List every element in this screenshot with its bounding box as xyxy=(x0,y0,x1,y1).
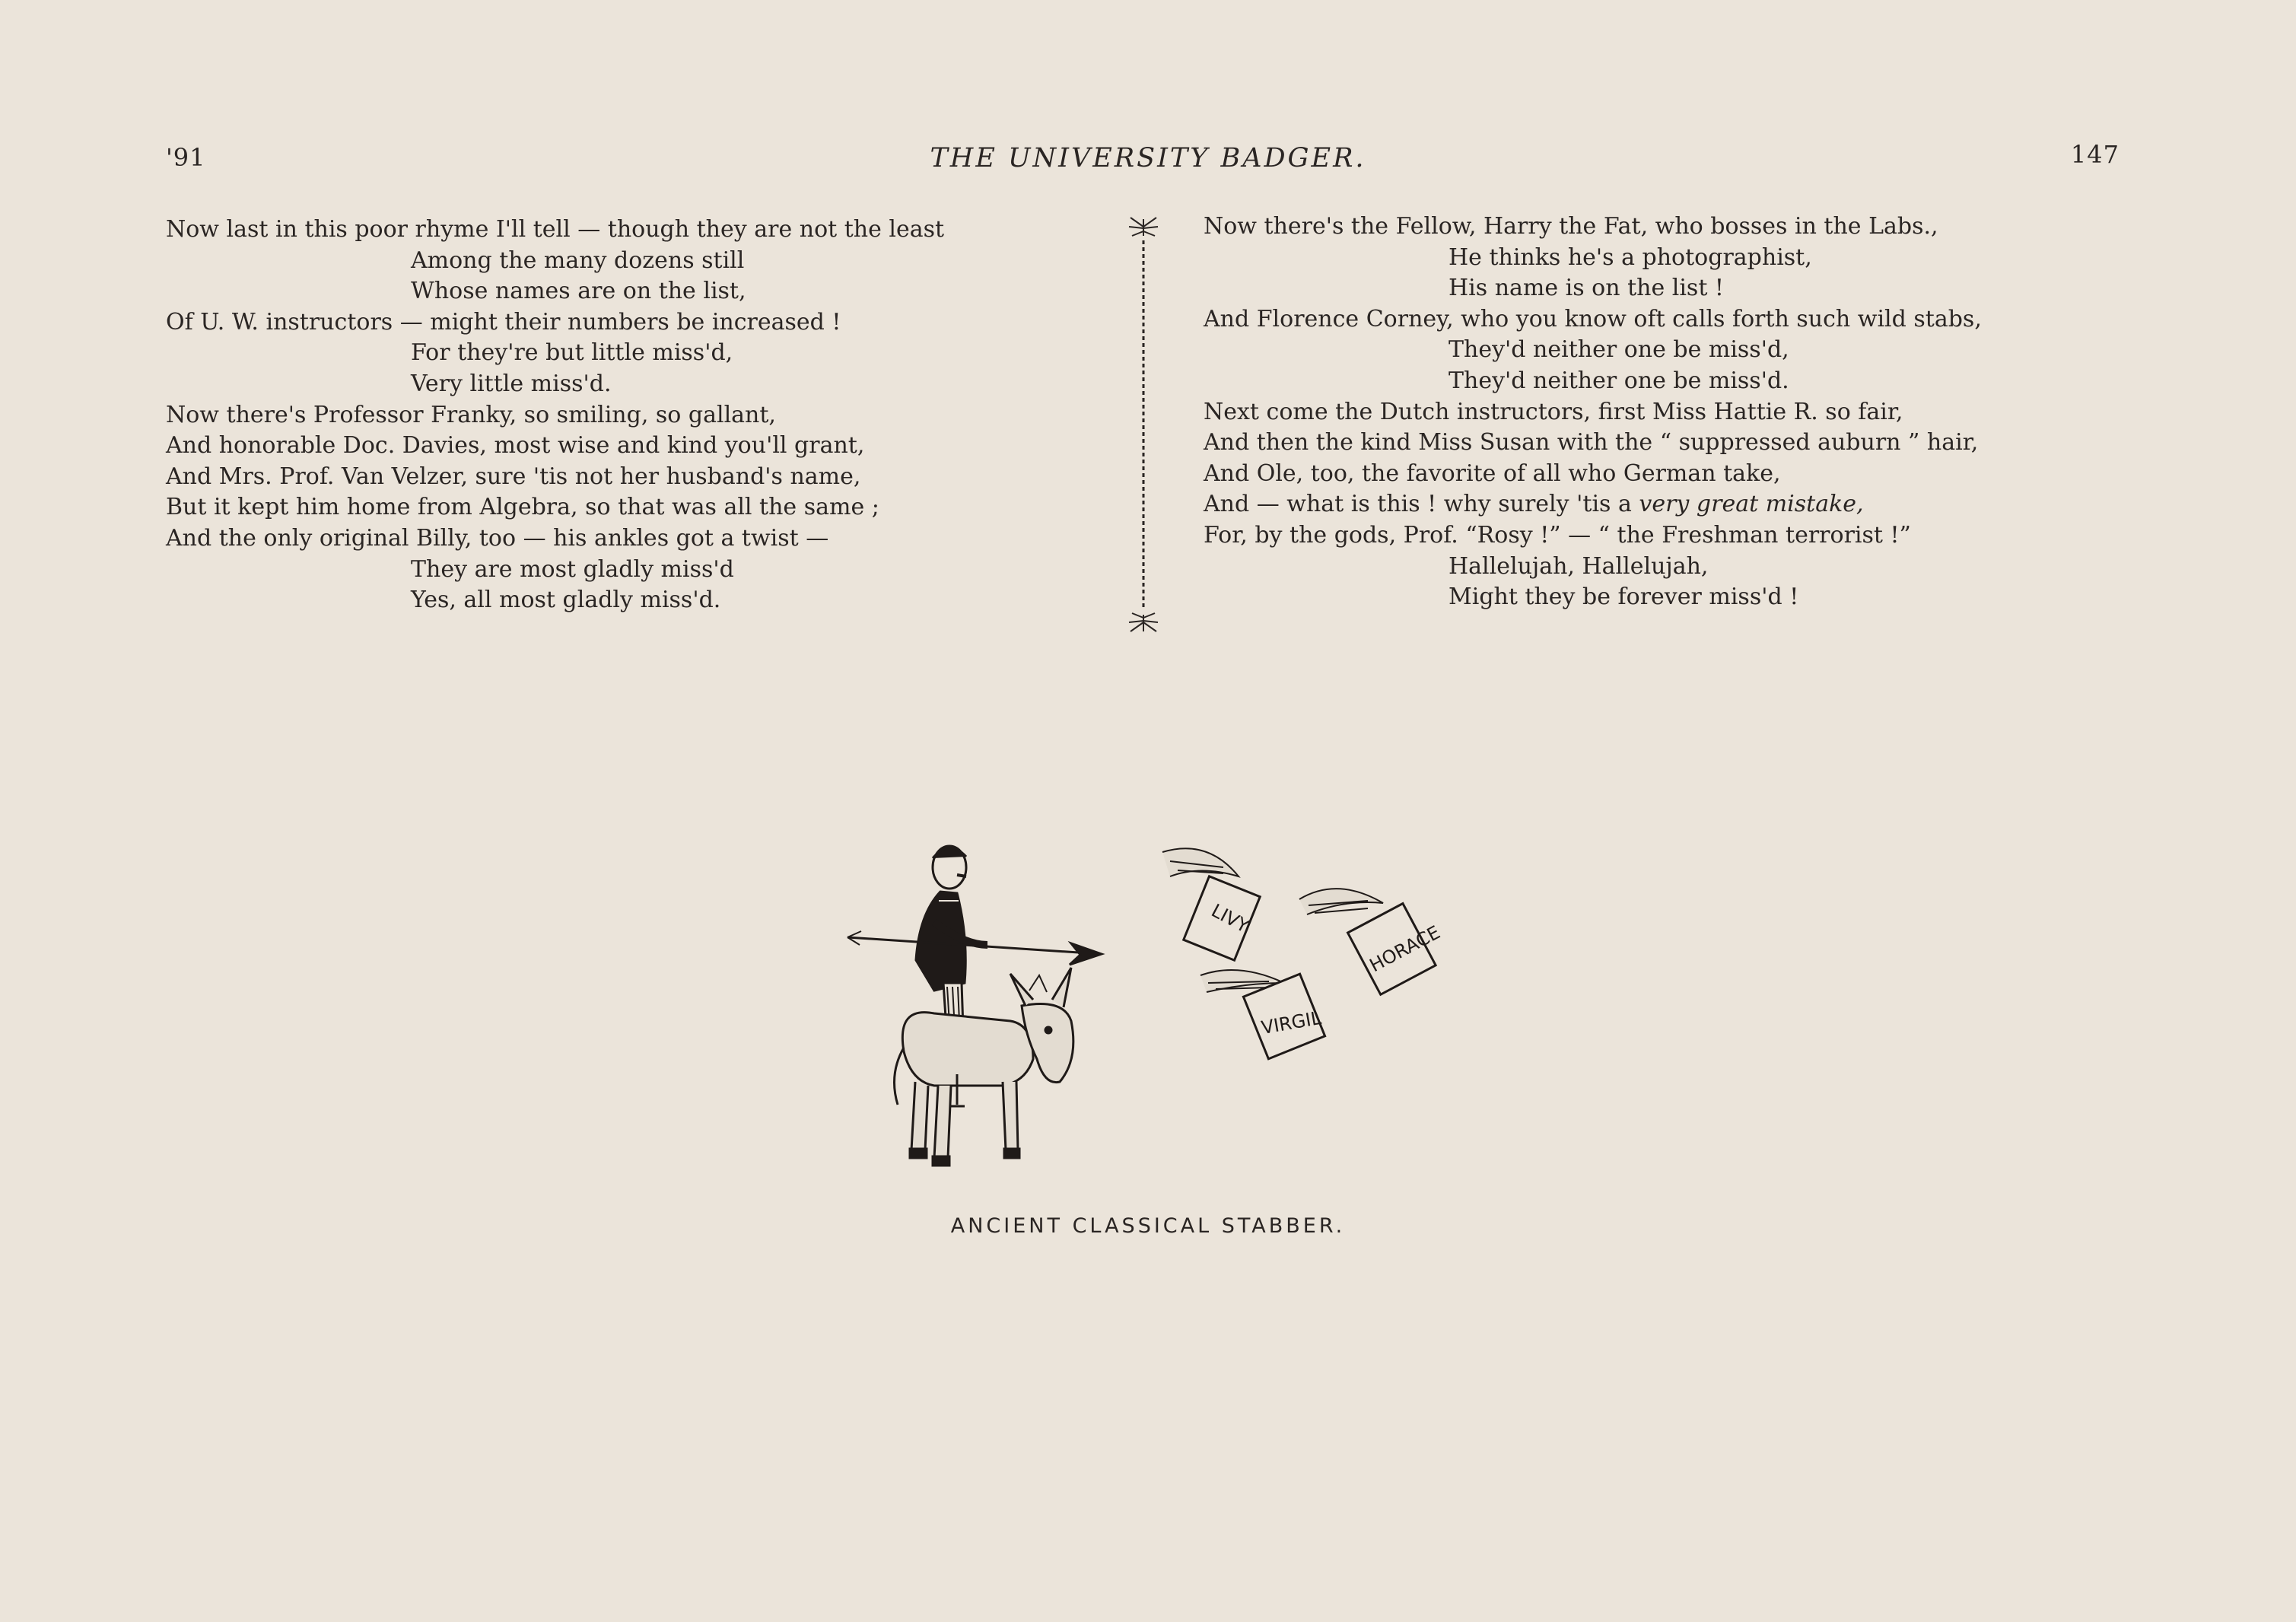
poem-right-column xyxy=(1204,211,1982,613)
poem-line: Whose names are on the list, xyxy=(411,278,746,305)
poem-line: And honorable Doc. Davies, most wise and kind you'll grant, xyxy=(166,432,865,460)
poem-line: Hallelujah, Hallelujah, xyxy=(1449,552,1709,580)
poem-line xyxy=(1204,489,1982,520)
classical-stabber-illustration xyxy=(843,831,1452,1211)
book-label-livy: LIVY xyxy=(1207,899,1253,937)
poem-line: And Ole, too, the favorite of all who German take, xyxy=(1204,460,1781,487)
page-number: 147 xyxy=(2070,140,2120,169)
poem-line: They are most gladly miss'd xyxy=(411,555,734,583)
column-divider-ornament xyxy=(1123,211,1164,638)
header-year: '91 xyxy=(166,143,206,172)
running-title: THE UNIVERSITY BADGER. xyxy=(930,143,1366,173)
poem-line: Now last in this poor rhyme I'll tell — though they are not the least xyxy=(166,216,945,243)
poem-line: They'd neither one be miss'd, xyxy=(1449,336,1789,364)
poem-line: Of U. W. instructors — might their numbers be increased ! xyxy=(166,308,841,336)
poem-line: And the only original Billy, too — his ankles got a twist — xyxy=(166,524,829,552)
poem-line: He thinks he's a photographist, xyxy=(1449,243,1812,271)
poem-left-column xyxy=(166,215,944,616)
illustration-caption: ANCIENT CLASSICAL STABBER. xyxy=(950,1214,1346,1238)
poem-line: Next come the Dutch instructors, first Miss Hattie R. so fair, xyxy=(1204,398,1903,425)
poem-line: Now there's the Fellow, Harry the Fat, who bosses in the Labs., xyxy=(1204,213,1938,240)
poem-line-roman: And — what is this ! why surely 'tis a xyxy=(1204,491,1639,518)
poem-line: But it kept him home from Algebra, so that was all the same ; xyxy=(166,494,879,521)
poem-line: For they're but little miss'd, xyxy=(411,339,733,367)
poem-line: For, by the gods, Prof. “Rosy !” — “ the Freshman terrorist !” xyxy=(1204,521,1911,549)
poem-line: Among the many dozens still xyxy=(411,246,745,274)
poem-line: Might they be forever miss'd ! xyxy=(1449,584,1799,611)
poem-line: Very little miss'd. xyxy=(411,370,612,397)
flying-book-virgil-icon xyxy=(1200,970,1325,1059)
poem-line: His name is on the list ! xyxy=(1449,275,1724,302)
poem-line: And Florence Corney, who you know oft calls forth such wild stabs, xyxy=(1204,305,1982,332)
poem-line: And Mrs. Prof. Van Velzer, sure 'tis not her husband's name, xyxy=(166,463,861,490)
poem-line: They'd neither one be miss'd. xyxy=(1449,367,1789,394)
poem-line-italic: very great mistake, xyxy=(1639,491,1864,518)
flying-book-horace-icon xyxy=(1299,889,1444,994)
book-label-virgil: VIRGIL xyxy=(1259,1007,1323,1039)
book-label-horace: HORACE xyxy=(1366,921,1444,977)
poem-line: And then the kind Miss Susan with the “ suppressed auburn ” hair, xyxy=(1204,429,1979,456)
rider-on-donkey-figure xyxy=(847,846,1102,1166)
poem-line: Now there's Professor Franky, so smiling, so gallant, xyxy=(166,401,776,428)
poem-line: Yes, all most gladly miss'd. xyxy=(411,587,721,614)
flying-book-livy-icon xyxy=(1162,848,1260,960)
